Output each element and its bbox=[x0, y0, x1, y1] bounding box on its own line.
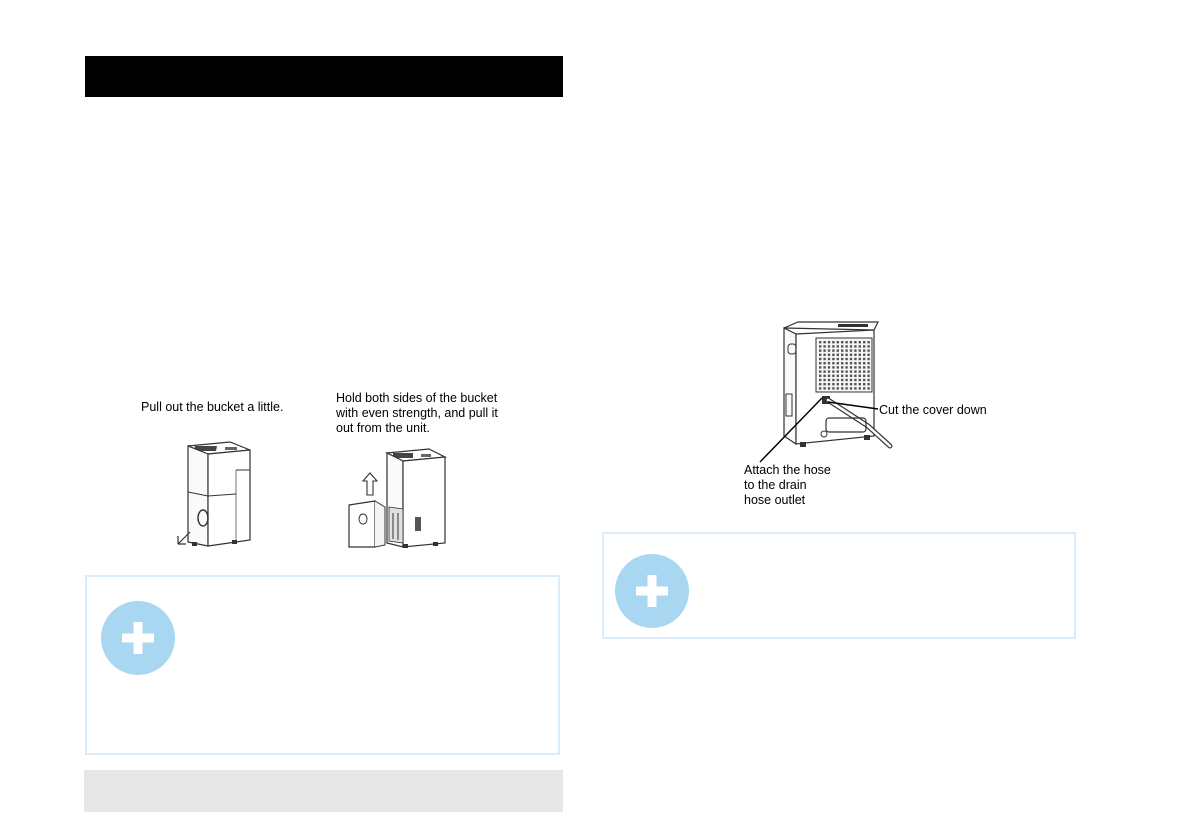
dehumidifier-pull-bucket-illustration bbox=[170, 440, 270, 552]
label-attach-hose: Attach the hose to the drain hose outlet bbox=[744, 463, 831, 507]
section-header-bar bbox=[85, 56, 563, 97]
caption-hold-both-sides: Hold both sides of the bucket with even strength, and pull it out from the unit. bbox=[336, 391, 498, 435]
plus-icon bbox=[101, 601, 175, 675]
note-box-left bbox=[85, 575, 560, 755]
label-cut-cover: Cut the cover down bbox=[879, 403, 987, 417]
dehumidifier-remove-bucket-illustration bbox=[345, 447, 450, 552]
air-grille bbox=[816, 338, 872, 392]
caption-pull-out-bucket: Pull out the bucket a little. bbox=[141, 400, 284, 414]
note-box-right bbox=[602, 532, 1076, 639]
callout-lines bbox=[740, 390, 900, 470]
section-footer-bar bbox=[84, 770, 563, 812]
plus-icon bbox=[615, 554, 689, 628]
